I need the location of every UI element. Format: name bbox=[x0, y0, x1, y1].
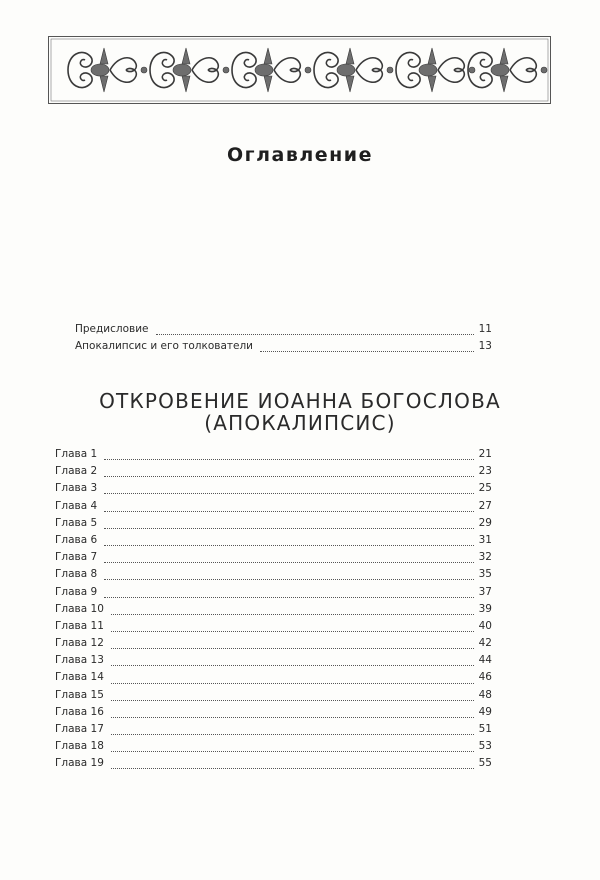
toc-entry-label: Глава 2 bbox=[55, 465, 98, 478]
toc-entry-page: 42 bbox=[478, 637, 492, 650]
dot-leader bbox=[104, 545, 474, 546]
toc-entry-page: 32 bbox=[478, 551, 492, 564]
toc-entry[interactable] bbox=[55, 534, 492, 551]
section-heading-line2: (АПОКАЛИПСИС) bbox=[204, 411, 396, 435]
toc-entry[interactable] bbox=[55, 757, 492, 774]
dot-leader bbox=[111, 665, 474, 666]
toc-entry-label: Глава 18 bbox=[55, 740, 104, 753]
dot-leader bbox=[104, 493, 474, 494]
toc-entry[interactable] bbox=[55, 654, 492, 671]
toc-entry-page: 44 bbox=[478, 654, 492, 667]
section-heading-line1: ОТКРОВЕНИЕ ИОАННА БОГОСЛОВА bbox=[99, 389, 501, 413]
toc-entry-page: 48 bbox=[478, 688, 492, 701]
dot-leader bbox=[111, 614, 474, 615]
dot-leader bbox=[104, 597, 474, 598]
toc-entry-label: Глава 14 bbox=[55, 671, 104, 684]
toc-entry[interactable] bbox=[55, 568, 492, 585]
dot-leader bbox=[111, 683, 474, 684]
toc-entry-page: 29 bbox=[478, 516, 492, 529]
toc-entry[interactable] bbox=[55, 551, 492, 568]
toc-entry-page: 49 bbox=[478, 705, 492, 718]
dot-leader bbox=[111, 751, 474, 752]
toc-entry-page: 21 bbox=[478, 448, 492, 460]
section-heading bbox=[0, 390, 600, 434]
dot-leader bbox=[104, 511, 474, 512]
toc-entry-page: 13 bbox=[478, 340, 492, 353]
toc-entry-label: Глава 10 bbox=[55, 602, 104, 615]
toc-entry-label: Глава 1 bbox=[55, 448, 98, 460]
dot-leader bbox=[111, 717, 474, 718]
toc-entry[interactable] bbox=[55, 689, 492, 706]
toc-entry[interactable] bbox=[55, 482, 492, 499]
toc-entry-label: Глава 13 bbox=[55, 654, 104, 667]
toc-entry-label: Глава 4 bbox=[55, 499, 98, 512]
toc-entry[interactable] bbox=[55, 723, 492, 740]
toc-entry[interactable] bbox=[55, 706, 492, 723]
toc-entry-label: Глава 12 bbox=[55, 637, 104, 650]
toc-entry-page: 55 bbox=[478, 757, 492, 770]
dot-leader bbox=[260, 351, 474, 352]
toc-entry-label: Глава 8 bbox=[55, 568, 98, 581]
toc-entry-label: Глава 5 bbox=[55, 516, 98, 529]
toc-entry[interactable] bbox=[75, 340, 492, 357]
page-title: Оглавление bbox=[227, 144, 373, 166]
dot-leader bbox=[104, 459, 474, 460]
toc-entry[interactable] bbox=[55, 586, 492, 603]
toc-entry[interactable] bbox=[55, 448, 492, 465]
chapter-list bbox=[55, 448, 492, 775]
dot-leader bbox=[111, 700, 474, 701]
toc-entry-page: 31 bbox=[478, 533, 492, 546]
toc-entry-label: Глава 7 bbox=[55, 551, 98, 564]
toc-entry-label: Апокалипсис и его толкователи bbox=[75, 340, 254, 353]
toc-entry[interactable] bbox=[75, 323, 492, 340]
dot-leader bbox=[111, 768, 474, 769]
dot-leader bbox=[111, 648, 474, 649]
toc-entry-label: Глава 6 bbox=[55, 533, 98, 546]
toc-entry-page: 40 bbox=[478, 619, 492, 632]
toc-entry[interactable] bbox=[55, 637, 492, 654]
toc-entry-page: 39 bbox=[478, 602, 492, 615]
toc-entry-page: 51 bbox=[478, 723, 492, 735]
toc-entry-label: Предисловие bbox=[75, 323, 149, 335]
ornament-icon bbox=[48, 36, 551, 104]
dot-leader bbox=[104, 528, 474, 529]
dot-leader bbox=[156, 334, 475, 335]
toc-entry-label: Глава 9 bbox=[55, 585, 98, 598]
dot-leader bbox=[104, 476, 474, 477]
toc-entry-page: 23 bbox=[478, 465, 492, 478]
toc-entry-page: 11 bbox=[478, 323, 492, 335]
toc-entry[interactable] bbox=[55, 620, 492, 637]
toc-entry-page: 37 bbox=[478, 585, 492, 598]
toc-entry-label: Глава 16 bbox=[55, 705, 104, 718]
toc-entry[interactable] bbox=[55, 740, 492, 757]
dot-leader bbox=[111, 734, 474, 735]
dot-leader bbox=[111, 631, 474, 632]
dot-leader bbox=[104, 579, 474, 580]
toc-entry-label: Глава 3 bbox=[55, 482, 98, 495]
toc-entry-page: 53 bbox=[478, 740, 492, 753]
toc-entry-label: Глава 15 bbox=[55, 688, 104, 701]
toc-entry-page: 46 bbox=[478, 671, 492, 684]
dot-leader bbox=[104, 562, 474, 563]
decorative-ornament-band bbox=[48, 36, 551, 104]
toc-entry-page: 27 bbox=[478, 499, 492, 512]
toc-entry[interactable] bbox=[55, 517, 492, 534]
front-matter-list bbox=[75, 323, 492, 357]
toc-entry-label: Глава 11 bbox=[55, 619, 104, 632]
toc-entry-page: 35 bbox=[478, 568, 492, 581]
toc-entry[interactable] bbox=[55, 465, 492, 482]
toc-entry[interactable] bbox=[55, 603, 492, 620]
toc-entry-page: 25 bbox=[478, 482, 492, 495]
toc-entry-label: Глава 17 bbox=[55, 723, 104, 735]
toc-entry[interactable] bbox=[55, 500, 492, 517]
toc-entry[interactable] bbox=[55, 671, 492, 688]
toc-entry-label: Глава 19 bbox=[55, 757, 104, 770]
